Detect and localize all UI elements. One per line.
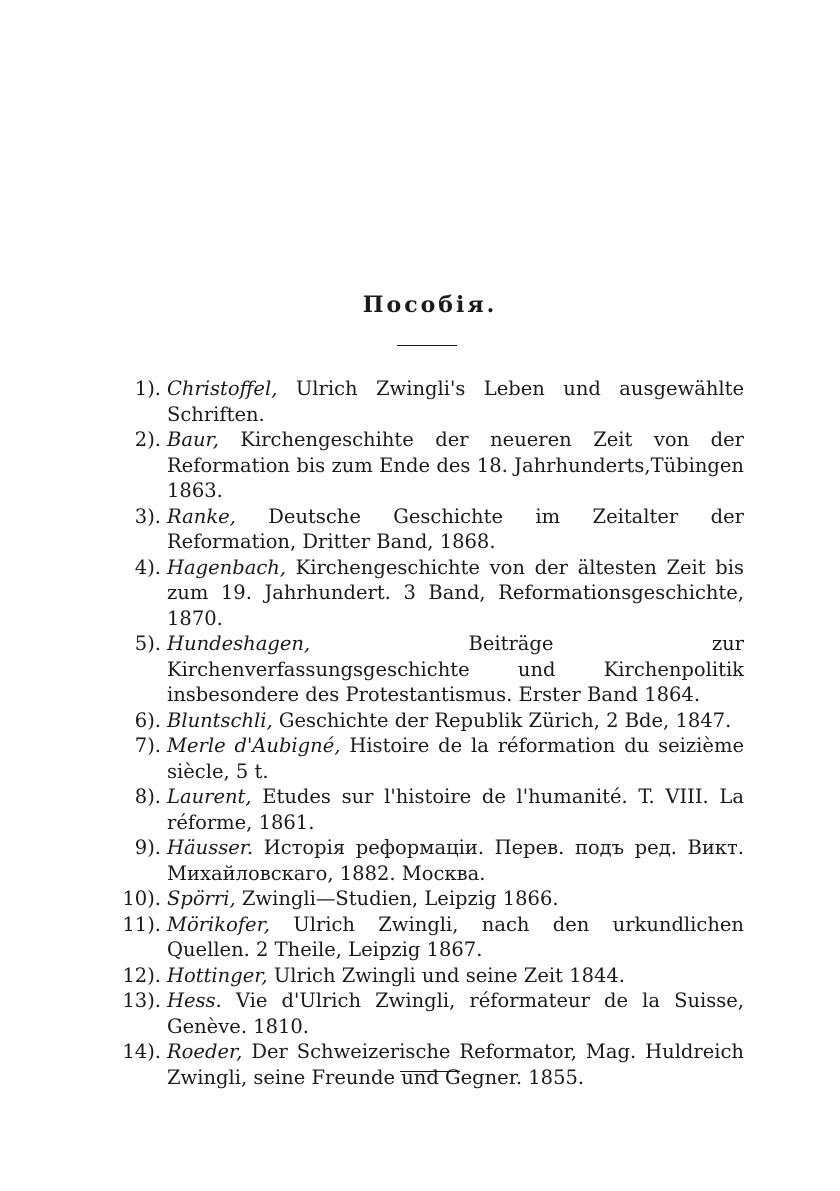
reference-number: 12). bbox=[122, 963, 161, 987]
reference-text bbox=[167, 631, 744, 708]
reference-text bbox=[167, 708, 744, 734]
reference-details: Etudes sur l'histoire de l'humanité. T. VIII. La réforme, 1861. bbox=[167, 785, 744, 834]
reference-text bbox=[167, 835, 744, 886]
reference-details: Vie d'Ulrich Zwingli, réformateur de la Suisse, Genève. 1810. bbox=[167, 989, 744, 1038]
reference-text bbox=[167, 988, 744, 1039]
reference-entry bbox=[112, 1039, 744, 1090]
reference-text bbox=[167, 555, 744, 632]
reference-number: 13). bbox=[122, 989, 161, 1012]
reference-text bbox=[167, 733, 744, 784]
reference-entry bbox=[112, 555, 744, 632]
reference-details: Deutsche Geschichte im Zeitalter der Reformation, Dritter Band, 1868. bbox=[167, 504, 744, 553]
reference-details: Ulrich Zwingli und seine Zeit 1844. bbox=[267, 963, 625, 987]
reference-author: Spörri, bbox=[167, 887, 236, 910]
reference-author: Laurent, bbox=[167, 785, 252, 808]
reference-number: 9). bbox=[134, 836, 161, 859]
reference-number: 1). bbox=[134, 377, 161, 400]
reference-entry bbox=[112, 504, 744, 555]
reference-number: 10). bbox=[122, 887, 161, 910]
reference-number: 7). bbox=[134, 734, 161, 757]
reference-details: Geschichte der Republik Zürich, 2 Bde, 1847. bbox=[272, 708, 732, 732]
reference-details: Der Schweizerische Reformator, Mag. Huldreich Zwingli, seine Freunde und Gegner. 1855. bbox=[167, 1040, 744, 1089]
reference-details: Kirchengeschihte der neueren Zeit von der Reformation bis zum Ende des 18. Jahrhunderts,Tübingen 1863. bbox=[167, 428, 744, 502]
reference-author: Hess. bbox=[167, 989, 222, 1012]
reference-entry bbox=[112, 631, 744, 708]
reference-number: 11). bbox=[122, 912, 161, 936]
reference-entry bbox=[112, 963, 744, 989]
page-title: Пособія. bbox=[362, 292, 498, 318]
reference-entry bbox=[112, 835, 744, 886]
reference-number: 3). bbox=[134, 504, 161, 528]
reference-author: Roeder, bbox=[167, 1040, 243, 1063]
reference-details: Исторія реформаціи. Перев. подъ ред. Викт. Михайловскаго, 1882. Москва. bbox=[167, 836, 744, 885]
reference-author: Hundeshagen, bbox=[167, 632, 311, 655]
reference-entry bbox=[112, 988, 744, 1039]
title-divider bbox=[397, 345, 457, 346]
end-divider bbox=[400, 1071, 460, 1072]
reference-entry bbox=[112, 886, 744, 912]
reference-text bbox=[167, 1039, 744, 1090]
reference-author: Bluntschli, bbox=[167, 708, 273, 732]
reference-author: Hagenbach, bbox=[167, 555, 286, 579]
reference-author: Merle d'Aubigné, bbox=[167, 734, 341, 757]
reference-number: 4). bbox=[134, 555, 161, 579]
reference-details: Beiträge zur Kirchenverfassungsgeschichte und Kirchenpolitik insbesondere des Protestantismus. Erster Band 1864. bbox=[167, 632, 744, 706]
reference-details: Histoire de la réformation du seizième siècle, 5 t. bbox=[167, 734, 744, 783]
reference-number: 8). bbox=[134, 785, 161, 808]
reference-entry bbox=[112, 376, 744, 427]
reference-author: Mörikofer, bbox=[167, 912, 270, 936]
reference-number: 2). bbox=[134, 428, 161, 451]
reference-text bbox=[167, 912, 744, 963]
reference-text bbox=[167, 963, 744, 989]
reference-entry bbox=[112, 427, 744, 504]
reference-number: 14). bbox=[122, 1040, 161, 1063]
reference-details: Zwingli—Studien, Leipzig 1866. bbox=[235, 887, 559, 910]
reference-author: Häusser. bbox=[167, 836, 254, 859]
reference-entry bbox=[112, 708, 744, 734]
reference-author: Hottinger, bbox=[167, 963, 268, 987]
reference-text bbox=[167, 886, 744, 912]
reference-author: Baur, bbox=[167, 428, 219, 451]
reference-details: Kirchengeschichte von der ältesten Zeit bis zum 19. Jahrhundert. 3 Band, Reformationsgeschichte, 1870. bbox=[167, 555, 744, 630]
reference-list bbox=[112, 376, 744, 1090]
reference-details: Ulrich Zwingli's Leben und ausgewählte Schriften. bbox=[167, 377, 744, 426]
reference-author: Ranke, bbox=[167, 504, 236, 528]
reference-text bbox=[167, 504, 744, 555]
reference-number: 5). bbox=[134, 632, 161, 655]
reference-details: Ulrich Zwingli, nach den urkundlichen Quellen. 2 Theile, Leipzig 1867. bbox=[167, 912, 744, 961]
reference-text bbox=[167, 376, 744, 427]
reference-author: Christoffel, bbox=[167, 377, 278, 400]
reference-entry bbox=[112, 784, 744, 835]
reference-entry bbox=[112, 912, 744, 963]
reference-text bbox=[167, 427, 744, 504]
reference-entry bbox=[112, 733, 744, 784]
reference-text bbox=[167, 784, 744, 835]
reference-number: 6). bbox=[134, 708, 161, 732]
